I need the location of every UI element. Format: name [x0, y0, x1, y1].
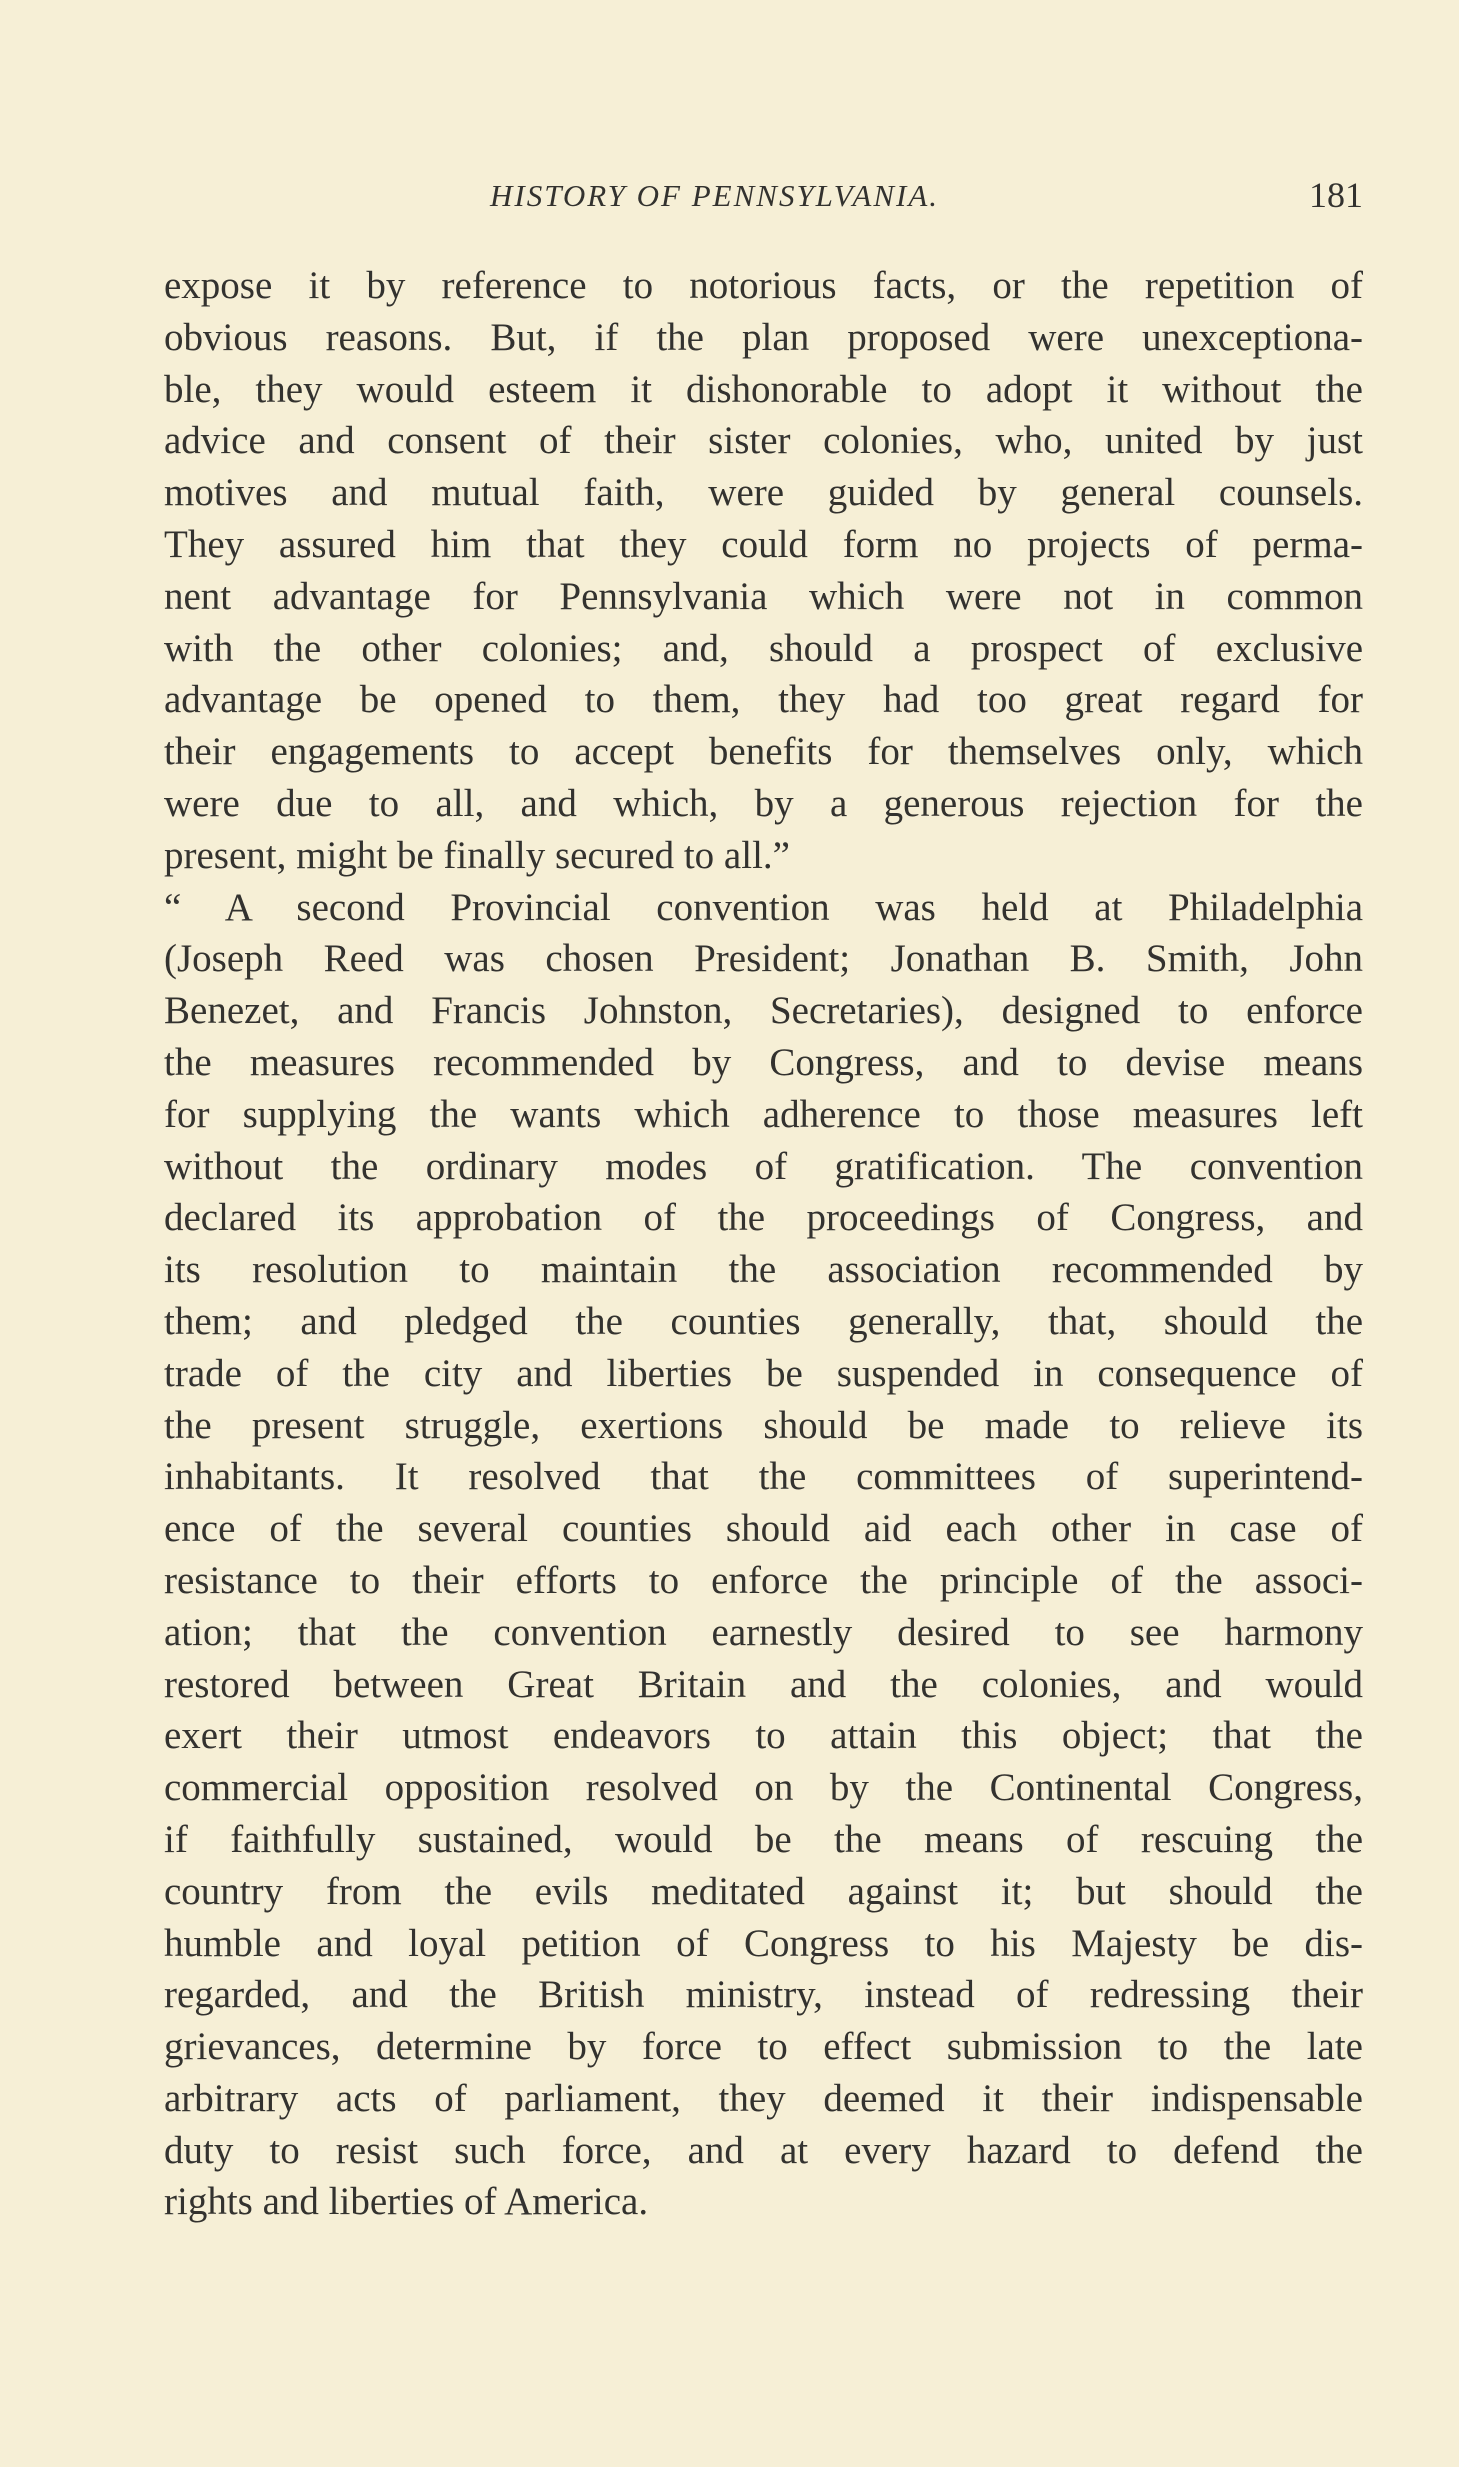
text-line: without the ordinary modes of gratification. The convention [164, 1144, 1363, 1188]
text-line: regarded, and the British ministry, instead of redressing their [164, 1973, 1363, 2017]
text-line: ation; that the convention earnestly desired to see harmony [164, 1610, 1363, 1654]
text-line: its resolution to maintain the association recommended by [164, 1248, 1363, 1292]
text-line: Benezet, and Francis Johnston, Secretaries), designed to enforce [164, 989, 1363, 1033]
page-body-text [164, 260, 1363, 2228]
text-line: expose it by reference to notorious facts, or the repetition of [164, 264, 1363, 307]
text-line: restored between Great Britain and the colonies, and would [164, 1662, 1363, 1706]
text-line: arbitrary acts of parliament, they deemed it their indispensable [164, 2076, 1363, 2120]
text-line: advice and consent of their sister colonies, who, united by just [164, 419, 1363, 463]
text-line: exert their utmost endeavors to attain this object; that the [164, 1714, 1363, 1758]
text-line: declared its approbation of the proceedings of Congress, and [164, 1196, 1363, 1240]
text-line: commercial opposition resolved on by the Continental Congress, [164, 1766, 1363, 1810]
text-line: advantage be opened to them, they had too great regard for [164, 678, 1363, 722]
running-title: HISTORY OF PENNSYLVANIA. [490, 178, 940, 213]
text-line: duty to resist such force, and at every hazard to defend the [164, 2128, 1363, 2172]
text-line: trade of the city and liberties be suspended in consequence of [164, 1351, 1363, 1395]
text-line: country from the evils meditated against it; but should the [164, 1869, 1363, 1913]
text-line: “ A second Provincial convention was held at Philadelphia [164, 885, 1363, 929]
text-line: motives and mutual faith, were guided by general counsels. [164, 471, 1363, 515]
page-number: 181 [1309, 175, 1363, 215]
text-line: if faithfully sustained, would be the means of rescuing the [164, 1817, 1363, 1861]
text-line: nent advantage for Pennsylvania which were not in common [164, 574, 1363, 618]
running-header [490, 175, 1363, 228]
text-line: ence of the several counties should aid each other in case of [164, 1507, 1363, 1551]
text-line: ble, they would esteem it dishonorable to adopt it without the [164, 367, 1363, 411]
text-line: the measures recommended by Congress, and to devise means [164, 1040, 1363, 1084]
text-line: rights and liberties of America. [164, 2180, 649, 2224]
text-line: humble and loyal petition of Congress to his Majesty be dis- [164, 1921, 1363, 1965]
text-line: inhabitants. It resolved that the committees of superintend- [164, 1455, 1363, 1499]
text-line: with the other colonies; and, should a prospect of exclusive [164, 626, 1363, 670]
text-line: were due to all, and which, by a generous rejection for the [164, 781, 1363, 825]
text-line: obvious reasons. But, if the plan proposed were unexceptiona- [164, 315, 1363, 359]
text-line: for supplying the wants which adherence to those measures left [164, 1092, 1363, 1136]
text-line: the present struggle, exertions should be made to relieve its [164, 1403, 1363, 1447]
text-line: (Joseph Reed was chosen President; Jonathan B. Smith, John [164, 937, 1363, 981]
text-line: They assured him that they could form no projects of perma- [164, 522, 1363, 566]
text-line: present, might be finally secured to all.” [164, 833, 790, 877]
text-line: grievances, determine by force to effect submission to the late [164, 2025, 1363, 2069]
text-line: resistance to their efforts to enforce the principle of the associ- [164, 1558, 1363, 1602]
text-line: them; and pledged the counties generally, that, should the [164, 1299, 1363, 1343]
text-line: their engagements to accept benefits for themselves only, which [164, 730, 1363, 774]
